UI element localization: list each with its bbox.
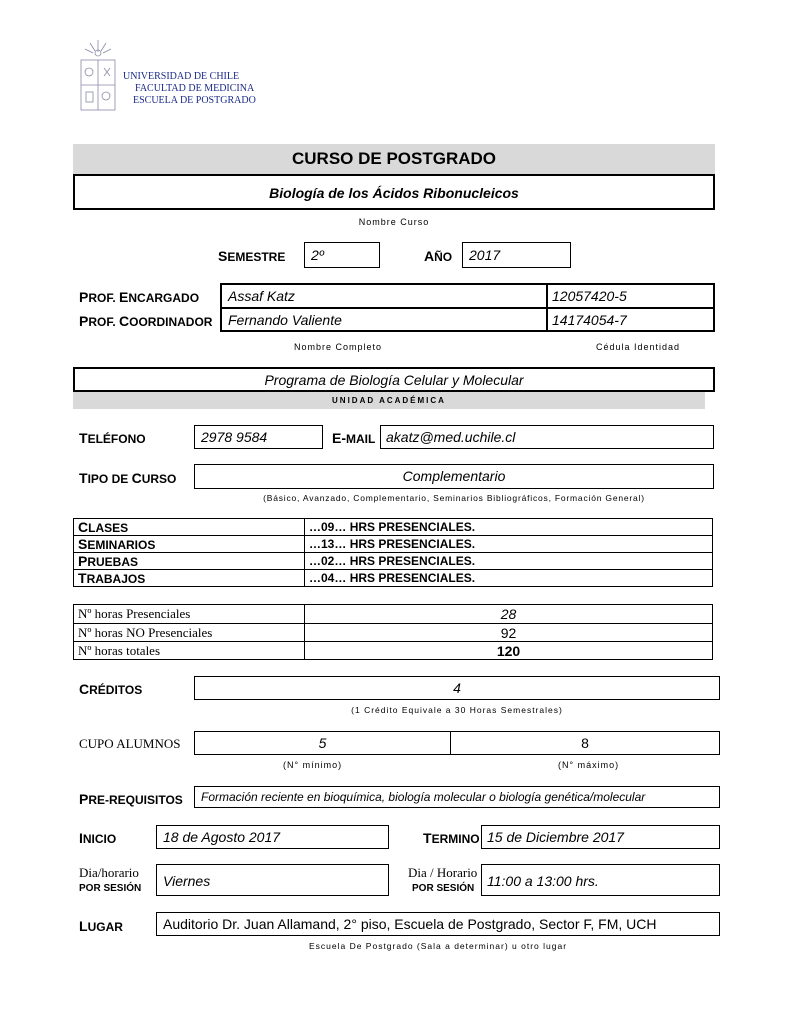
table-row: Nº horas totales 120 <box>74 642 713 660</box>
prof-encargado-name[interactable]: Assaf Katz <box>228 288 295 304</box>
termino-value: 15 de Diciembre 2017 <box>487 829 624 845</box>
table-row: Nº horas NO Presenciales 92 <box>74 624 713 642</box>
cupo-max-caption: (N° máximo) <box>558 760 620 770</box>
prerequisitos-field[interactable] <box>194 786 720 808</box>
profs-table <box>220 283 715 332</box>
anio-label: AÑO <box>424 248 453 264</box>
email-label: E-MAIL <box>332 430 376 446</box>
telefono-value: 2978 9584 <box>201 429 268 445</box>
email-field[interactable] <box>380 425 714 449</box>
inicio-field[interactable] <box>156 825 389 849</box>
prerequisitos-value: Formación reciente en bioquímica, biología molecular o biología genética/molecular <box>201 790 646 804</box>
horas-presenciales-value[interactable]: 28 <box>305 605 713 624</box>
dia-value: Viernes <box>163 873 211 889</box>
creditos-value: 4 <box>453 680 461 696</box>
lugar-label: LUGAR <box>79 918 123 934</box>
cupo-min-caption: (N° mínimo) <box>283 760 343 770</box>
telefono-field[interactable] <box>194 425 323 449</box>
cupo-label: CUPO ALUMNOS <box>79 736 181 751</box>
tipo-curso-field[interactable] <box>194 464 714 489</box>
table-row: Nº horas Presenciales 28 <box>74 605 713 624</box>
horas-no-presenciales-value[interactable]: 92 <box>305 624 713 642</box>
university-seal <box>78 38 118 112</box>
table-row: SEMINARIOS …13… HRS PRESENCIALES. <box>74 536 713 553</box>
lugar-caption: Escuela De Postgrado (Sala a determinar) u otro lugar <box>308 941 568 951</box>
course-name-caption: Nombre Curso <box>358 217 430 227</box>
faculty-name: FACULTAD DE MEDICINA <box>135 83 255 94</box>
email-value: akatz@med.uchile.cl <box>386 429 516 445</box>
termino-field[interactable] <box>481 825 720 849</box>
university-name: UNIVERSIDAD DE CHILE <box>123 71 240 82</box>
creditos-label: CRÉDITOS <box>79 681 143 697</box>
cupo-field <box>194 731 720 755</box>
creditos-caption: (1 Crédito Equivale a 30 Horas Semestrales) <box>351 705 563 715</box>
anio-field[interactable] <box>462 242 571 268</box>
prof-coordinador-name[interactable]: Fernando Valiente <box>228 312 342 328</box>
trabajos-hours[interactable]: …04… <box>309 571 347 585</box>
tipo-curso-label: TIPO DE CURSO <box>79 470 177 486</box>
telefono-label: TELÉFONO <box>79 430 146 446</box>
table-row: CLASES …09… HRS PRESENCIALES. <box>74 519 713 536</box>
dia-label: Dia/horario POR SESIÓN <box>79 865 142 894</box>
table-row: TRABAJOS …04… HRS PRESENCIALES. <box>74 570 713 587</box>
lugar-field[interactable] <box>156 912 720 936</box>
totals-table <box>73 604 713 660</box>
page-title: CURSO DE POSTGRADO <box>73 144 715 174</box>
termino-label: TERMINO <box>423 830 480 846</box>
unidad-caption: UNIDAD ACADÉMICA <box>73 392 705 409</box>
course-name-field[interactable] <box>73 174 715 210</box>
semestre-label: SEMESTRE <box>218 248 286 264</box>
cedula-caption: Cédula Identidad <box>596 342 681 352</box>
seminarios-hours[interactable]: …13… <box>309 537 347 551</box>
horario-value: 11:00 a 13:00 hrs. <box>487 873 599 889</box>
anio-value: 2017 <box>469 247 501 263</box>
cupo-max-value[interactable]: 8 <box>581 735 589 751</box>
cupo-min-value[interactable]: 5 <box>318 735 327 751</box>
inicio-label: INICIO <box>79 830 117 846</box>
pruebas-hours[interactable]: …02… <box>309 554 347 568</box>
clases-hours[interactable]: …09… <box>309 520 347 534</box>
tipo-curso-value: Complementario <box>402 468 506 484</box>
lugar-value: Auditorio Dr. Juan Allamand, 2° piso, Escuela de Postgrado, Sector F, FM, UCH <box>163 916 657 932</box>
semestre-field[interactable] <box>304 242 380 268</box>
inicio-value: 18 de Agosto 2017 <box>163 829 281 845</box>
table-row: PRUEBAS …02… HRS PRESENCIALES. <box>74 553 713 570</box>
semestre-value: 2º <box>311 247 324 263</box>
hours-table <box>73 518 713 587</box>
horario-label: Dia / Horario POR SESIÓN <box>408 865 478 894</box>
unidad-field[interactable] <box>73 367 715 392</box>
horas-totales-value: 120 <box>305 642 713 660</box>
nombre-completo-caption: Nombre Completo <box>294 342 383 352</box>
unidad-value: Programa de Biología Celular y Molecular <box>264 372 524 388</box>
tipo-curso-caption: (Básico, Avanzado, Complementario, Seminarios Bibliográficos, Formación General) <box>263 493 645 503</box>
prof-coordinador-id[interactable]: 14174054-7 <box>552 312 627 328</box>
school-name: ESCUELA DE POSTGRADO <box>133 95 256 106</box>
course-name: Biología de los Ácidos Ribonucleicos <box>269 185 519 201</box>
prerequisitos-label: PRE-REQUISITOS <box>79 791 183 807</box>
prof-coordinador-label: PROF. COORDINADOR <box>79 313 213 329</box>
horario-field[interactable] <box>481 864 720 896</box>
creditos-field[interactable] <box>194 676 720 700</box>
prof-encargado-id[interactable]: 12057420-5 <box>552 288 627 304</box>
dia-field[interactable] <box>156 864 389 896</box>
prof-encargado-label: PROF. ENCARGADO <box>79 289 200 305</box>
